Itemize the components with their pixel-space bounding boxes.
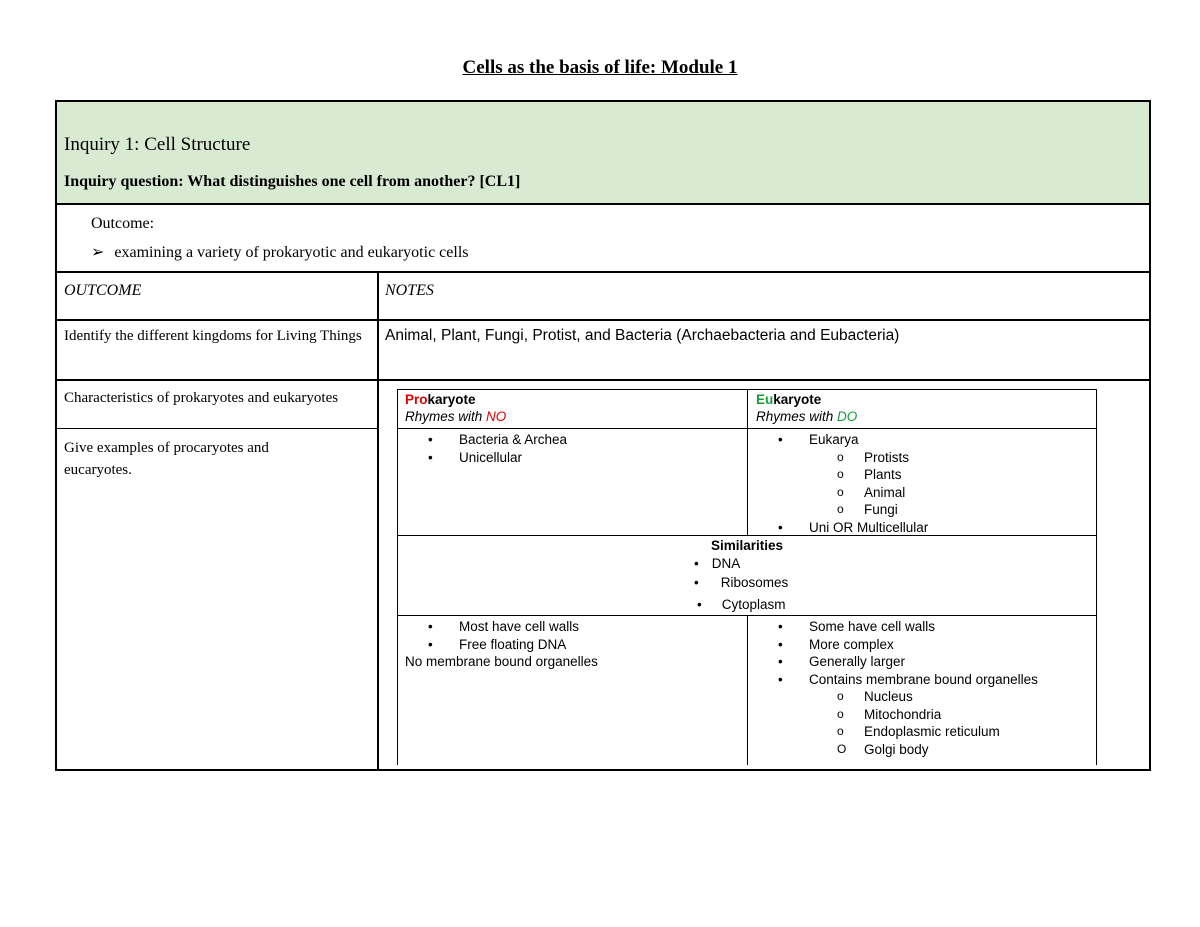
bullet-icon: • — [694, 556, 699, 571]
list-item: o Animal — [747, 484, 928, 502]
list-item: o Mitochondria — [747, 706, 1038, 724]
eukaryote-differences — [747, 618, 1038, 758]
inquiry-question: Inquiry question: What distinguishes one cell from another? [CL1] — [64, 173, 521, 190]
row-outcome-text: Identify the different kingdoms for Living Things — [64, 328, 362, 344]
bullet-icon: • — [694, 575, 699, 590]
list-item: No membrane bound organelles — [405, 654, 598, 669]
bullet-icon: • — [697, 597, 702, 612]
inquiry-title: Inquiry 1: Cell Structure — [64, 134, 251, 155]
prokaryote-examples — [397, 431, 567, 466]
table-row — [57, 319, 1149, 381]
column-header-outcome: OUTCOME — [64, 282, 142, 299]
eukaryote-rhyme: Rhymes with DO — [756, 409, 858, 424]
prokaryote-differences — [397, 618, 598, 671]
similarity-item: • Cytoplasm — [697, 597, 786, 612]
notes-table — [55, 100, 1151, 771]
outcome-item-text: examining a variety of prokaryotic and eukaryotic cells — [114, 244, 469, 261]
outcome-section — [57, 203, 1149, 273]
list-item: • Eukarya — [747, 431, 928, 449]
list-item: o Plants — [747, 466, 928, 484]
row-notes-text: Animal, Plant, Fungi, Protist, and Bacteria (Archaebacteria and Eubacteria) — [385, 327, 900, 344]
eukaryote-heading: Eukaryote — [756, 392, 822, 407]
list-item: • Generally larger — [747, 653, 1038, 671]
column-divider — [377, 271, 379, 769]
prokaryote-rhyme: Rhymes with NO — [405, 409, 507, 424]
list-item: • Free floating DNA — [397, 636, 598, 654]
document-title: Cells as the basis of life: Module 1 — [462, 57, 738, 78]
row-outcome-text: Give examples of procaryotes and eucaryotes. — [64, 440, 269, 478]
list-item: O Golgi body — [747, 741, 1038, 759]
list-item: o Nucleus — [747, 688, 1038, 706]
column-header-notes: NOTES — [385, 282, 434, 299]
inquiry-header — [57, 102, 1149, 205]
outcome-item — [91, 242, 469, 262]
eukaryote-examples — [747, 431, 928, 536]
list-item: • More complex — [747, 636, 1038, 654]
list-item: • Unicellular — [397, 449, 567, 467]
list-item: o Endoplasmic reticulum — [747, 723, 1038, 741]
arrow-bullet-icon: ➢ — [91, 244, 105, 261]
list-item: • Most have cell walls — [397, 618, 598, 636]
list-item: • Uni OR Multicellular — [747, 519, 928, 537]
comparison-table — [397, 389, 1097, 765]
list-item: o Fungi — [747, 501, 928, 519]
row-outcome-text: Characteristics of prokaryotes and eukaryotes — [64, 390, 339, 406]
outcome-label: Outcome: — [91, 215, 155, 232]
prokaryote-heading: Prokaryote — [405, 392, 476, 407]
row-divider — [57, 428, 377, 429]
list-item: • Contains membrane bound organelles — [747, 671, 1038, 689]
list-item: • Some have cell walls — [747, 618, 1038, 636]
similarities-title: Similarities — [710, 538, 784, 553]
similarity-item: • Ribosomes — [694, 575, 789, 590]
list-item: o Protists — [747, 449, 928, 467]
similarity-item: • DNA — [694, 556, 741, 571]
list-item: • Bacteria & Archea — [397, 431, 567, 449]
column-header-row — [57, 271, 1149, 321]
